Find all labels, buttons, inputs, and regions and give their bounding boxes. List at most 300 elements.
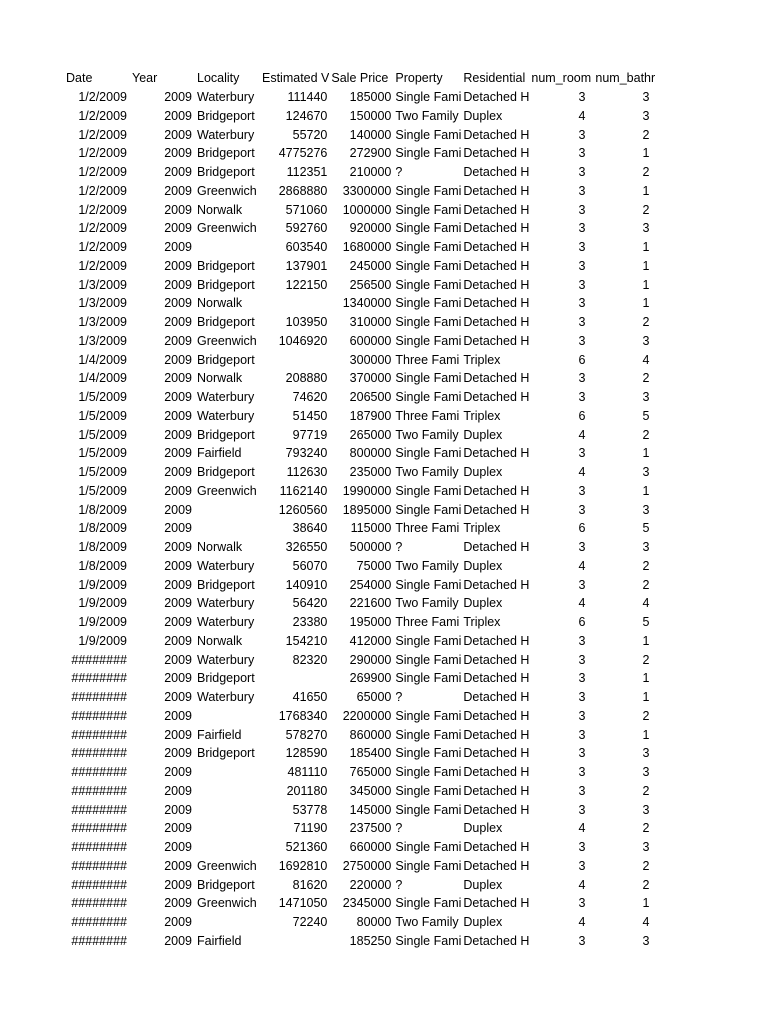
cell-num-rooms[interactable]: 4 xyxy=(578,427,586,442)
cell-num-bathrooms[interactable]: 2 xyxy=(642,577,650,592)
cell-year[interactable]: 2009 xyxy=(164,108,192,123)
cell-estimated-value[interactable]: 578270 xyxy=(285,727,328,742)
cell-num-bathrooms[interactable]: 2 xyxy=(642,202,650,217)
cell-locality[interactable]: Norwalk xyxy=(197,633,243,648)
cell-num-rooms[interactable]: 3 xyxy=(578,746,586,761)
cell-year[interactable]: 2009 xyxy=(164,633,192,648)
header-estimated-value[interactable]: Estimated V xyxy=(262,71,330,86)
cell-date[interactable]: 1/2/2009 xyxy=(78,165,127,180)
cell-locality[interactable]: Waterbury xyxy=(197,690,255,705)
cell-num-rooms[interactable]: 3 xyxy=(578,446,586,461)
cell-sale-price[interactable]: 254000 xyxy=(349,577,392,592)
cell-estimated-value[interactable]: 571060 xyxy=(285,202,328,217)
cell-estimated-value[interactable]: 603540 xyxy=(285,240,328,255)
header-residential[interactable]: Residential xyxy=(463,71,526,86)
cell-num-bathrooms[interactable]: 5 xyxy=(642,521,650,536)
cell-residential[interactable]: Detached H xyxy=(463,183,530,198)
cell-num-rooms[interactable]: 3 xyxy=(578,783,586,798)
cell-sale-price[interactable]: 185250 xyxy=(349,933,392,948)
cell-num-bathrooms[interactable]: 2 xyxy=(642,858,650,873)
cell-property[interactable]: Single Fami xyxy=(395,390,462,405)
cell-sale-price[interactable]: 310000 xyxy=(349,315,392,330)
cell-sale-price[interactable]: 660000 xyxy=(349,840,392,855)
cell-estimated-value[interactable]: 1692810 xyxy=(278,858,328,873)
cell-date[interactable]: 1/2/2009 xyxy=(78,127,127,142)
cell-locality[interactable]: Greenwich xyxy=(197,483,257,498)
cell-date[interactable]: 1/9/2009 xyxy=(78,577,127,592)
cell-num-bathrooms[interactable]: 5 xyxy=(642,615,650,630)
cell-estimated-value[interactable]: 97719 xyxy=(292,427,328,442)
cell-residential[interactable]: Detached H xyxy=(463,315,530,330)
cell-date[interactable]: ######## xyxy=(71,708,127,723)
cell-estimated-value[interactable]: 112630 xyxy=(286,465,328,480)
cell-year[interactable]: 2009 xyxy=(164,427,192,442)
cell-num-bathrooms[interactable]: 3 xyxy=(642,221,650,236)
cell-residential[interactable]: Detached H xyxy=(463,652,530,667)
cell-property[interactable]: Single Fami xyxy=(395,296,462,311)
cell-num-rooms[interactable]: 4 xyxy=(578,821,586,836)
cell-num-rooms[interactable]: 3 xyxy=(578,390,586,405)
cell-property[interactable]: ? xyxy=(395,690,403,705)
cell-sale-price[interactable]: 65000 xyxy=(356,690,392,705)
cell-num-rooms[interactable]: 3 xyxy=(578,90,586,105)
cell-date[interactable]: 1/5/2009 xyxy=(78,446,127,461)
cell-sale-price[interactable]: 860000 xyxy=(349,727,392,742)
cell-residential[interactable]: Triplex xyxy=(463,521,501,536)
cell-property[interactable]: Single Fami xyxy=(395,127,462,142)
cell-num-bathrooms[interactable]: 1 xyxy=(642,183,650,198)
cell-property[interactable]: Single Fami xyxy=(395,202,462,217)
cell-num-rooms[interactable]: 6 xyxy=(578,615,586,630)
cell-sale-price[interactable]: 765000 xyxy=(349,765,392,780)
cell-property[interactable]: Single Fami xyxy=(395,858,462,873)
cell-locality[interactable]: Bridgeport xyxy=(197,577,255,592)
cell-residential[interactable]: Detached H xyxy=(463,483,530,498)
cell-sale-price[interactable]: 800000 xyxy=(349,446,392,461)
cell-date[interactable]: 1/2/2009 xyxy=(78,183,127,198)
cell-year[interactable]: 2009 xyxy=(164,802,192,817)
cell-locality[interactable]: Bridgeport xyxy=(197,352,255,367)
cell-date[interactable]: 1/5/2009 xyxy=(78,390,127,405)
cell-year[interactable]: 2009 xyxy=(164,390,192,405)
cell-num-rooms[interactable]: 4 xyxy=(578,108,586,123)
cell-residential[interactable]: Duplex xyxy=(463,915,503,930)
cell-sale-price[interactable]: 345000 xyxy=(349,783,392,798)
cell-date[interactable]: 1/2/2009 xyxy=(78,221,127,236)
cell-num-rooms[interactable]: 3 xyxy=(578,165,586,180)
cell-num-rooms[interactable]: 3 xyxy=(578,765,586,780)
cell-year[interactable]: 2009 xyxy=(164,277,192,292)
cell-year[interactable]: 2009 xyxy=(164,90,192,105)
cell-residential[interactable]: Triplex xyxy=(463,352,501,367)
cell-estimated-value[interactable]: 53778 xyxy=(292,802,328,817)
cell-sale-price[interactable]: 3300000 xyxy=(342,183,392,198)
cell-num-bathrooms[interactable]: 1 xyxy=(642,258,650,273)
cell-year[interactable]: 2009 xyxy=(164,202,192,217)
cell-property[interactable]: Single Fami xyxy=(395,221,462,236)
cell-num-rooms[interactable]: 4 xyxy=(578,915,586,930)
cell-num-bathrooms[interactable]: 2 xyxy=(642,708,650,723)
cell-residential[interactable]: Duplex xyxy=(463,465,503,480)
cell-property[interactable]: Single Fami xyxy=(395,727,462,742)
cell-num-rooms[interactable]: 3 xyxy=(578,315,586,330)
cell-year[interactable]: 2009 xyxy=(164,615,192,630)
cell-year[interactable]: 2009 xyxy=(164,483,192,498)
cell-estimated-value[interactable]: 72240 xyxy=(292,915,328,930)
cell-estimated-value[interactable]: 56070 xyxy=(292,558,328,573)
cell-residential[interactable]: Detached H xyxy=(463,840,530,855)
cell-locality[interactable]: Greenwich xyxy=(197,896,257,911)
cell-locality[interactable]: Waterbury xyxy=(197,127,255,142)
cell-year[interactable]: 2009 xyxy=(164,558,192,573)
cell-residential[interactable]: Detached H xyxy=(463,446,530,461)
cell-sale-price[interactable]: 145000 xyxy=(349,802,392,817)
cell-residential[interactable]: Detached H xyxy=(463,240,530,255)
cell-date[interactable]: 1/9/2009 xyxy=(78,615,127,630)
cell-num-bathrooms[interactable]: 1 xyxy=(642,240,650,255)
cell-num-bathrooms[interactable]: 2 xyxy=(642,558,650,573)
cell-property[interactable]: Single Fami xyxy=(395,90,462,105)
cell-sale-price[interactable]: 600000 xyxy=(349,333,392,348)
cell-num-rooms[interactable]: 4 xyxy=(578,596,586,611)
cell-estimated-value[interactable]: 793240 xyxy=(285,446,328,461)
cell-year[interactable]: 2009 xyxy=(164,258,192,273)
cell-estimated-value[interactable]: 1162140 xyxy=(279,483,328,498)
cell-locality[interactable] xyxy=(195,819,260,838)
cell-num-bathrooms[interactable]: 2 xyxy=(642,783,650,798)
cell-locality[interactable]: Bridgeport xyxy=(197,108,255,123)
cell-property[interactable]: Single Fami xyxy=(395,183,462,198)
cell-num-rooms[interactable]: 6 xyxy=(578,521,586,536)
cell-estimated-value[interactable]: 81620 xyxy=(292,877,328,892)
cell-year[interactable]: 2009 xyxy=(164,896,192,911)
cell-property[interactable]: Single Fami xyxy=(395,483,462,498)
cell-locality[interactable]: Waterbury xyxy=(197,558,255,573)
cell-date[interactable]: ######## xyxy=(71,858,127,873)
cell-date[interactable]: 1/5/2009 xyxy=(78,408,127,423)
cell-property[interactable]: Single Fami xyxy=(395,258,462,273)
cell-locality[interactable] xyxy=(195,500,260,519)
cell-sale-price[interactable]: 272900 xyxy=(349,146,392,161)
cell-sale-price[interactable]: 1340000 xyxy=(342,296,392,311)
cell-estimated-value[interactable]: 112351 xyxy=(286,165,328,180)
cell-residential[interactable]: Triplex xyxy=(463,408,501,423)
cell-locality[interactable] xyxy=(195,782,260,801)
cell-property[interactable]: Two Family xyxy=(395,108,459,123)
cell-property[interactable]: Single Fami xyxy=(395,577,462,592)
cell-num-bathrooms[interactable]: 3 xyxy=(642,90,650,105)
cell-locality[interactable] xyxy=(195,707,260,726)
cell-sale-price[interactable]: 290000 xyxy=(349,652,392,667)
cell-estimated-value[interactable]: 23380 xyxy=(292,615,328,630)
cell-num-rooms[interactable]: 3 xyxy=(578,633,586,648)
cell-num-rooms[interactable]: 3 xyxy=(578,333,586,348)
cell-year[interactable]: 2009 xyxy=(164,840,192,855)
cell-residential[interactable]: Detached H xyxy=(463,127,530,142)
cell-property[interactable]: Single Fami xyxy=(395,783,462,798)
cell-year[interactable]: 2009 xyxy=(164,502,192,517)
header-num-bathrooms[interactable]: num_bathr xyxy=(595,71,656,86)
cell-date[interactable]: ######## xyxy=(71,783,127,798)
cell-sale-price[interactable]: 1000000 xyxy=(342,202,392,217)
cell-num-bathrooms[interactable]: 1 xyxy=(642,671,650,686)
cell-date[interactable]: 1/8/2009 xyxy=(78,540,127,555)
cell-sale-price[interactable]: 412000 xyxy=(349,633,392,648)
cell-residential[interactable]: Triplex xyxy=(463,615,501,630)
cell-year[interactable]: 2009 xyxy=(164,183,192,198)
cell-date[interactable]: 1/4/2009 xyxy=(78,352,127,367)
cell-locality[interactable]: Norwalk xyxy=(197,540,243,555)
cell-num-bathrooms[interactable]: 2 xyxy=(642,165,650,180)
cell-date[interactable]: ######## xyxy=(71,727,127,742)
cell-property[interactable]: Single Fami xyxy=(395,315,462,330)
cell-locality[interactable]: Bridgeport xyxy=(197,146,255,161)
cell-num-bathrooms[interactable]: 1 xyxy=(642,446,650,461)
cell-residential[interactable]: Detached H xyxy=(463,202,530,217)
cell-date[interactable]: 1/3/2009 xyxy=(78,333,127,348)
cell-residential[interactable]: Detached H xyxy=(463,258,530,273)
cell-sale-price[interactable]: 269900 xyxy=(349,671,392,686)
cell-year[interactable]: 2009 xyxy=(164,540,192,555)
cell-sale-price[interactable]: 2200000 xyxy=(342,708,392,723)
cell-sale-price[interactable]: 300000 xyxy=(349,352,392,367)
cell-num-rooms[interactable]: 3 xyxy=(578,221,586,236)
cell-num-bathrooms[interactable]: 2 xyxy=(642,127,650,142)
cell-num-rooms[interactable]: 3 xyxy=(578,840,586,855)
cell-sale-price[interactable]: 75000 xyxy=(356,558,392,573)
cell-num-bathrooms[interactable]: 4 xyxy=(642,915,650,930)
cell-residential[interactable]: Detached H xyxy=(463,577,530,592)
cell-locality[interactable]: Bridgeport xyxy=(197,746,255,761)
cell-year[interactable]: 2009 xyxy=(164,746,192,761)
cell-year[interactable]: 2009 xyxy=(164,165,192,180)
cell-property[interactable]: ? xyxy=(395,821,403,836)
cell-residential[interactable]: Detached H xyxy=(463,671,530,686)
cell-locality[interactable]: Norwalk xyxy=(197,371,243,386)
cell-num-rooms[interactable]: 4 xyxy=(578,558,586,573)
cell-date[interactable]: 1/8/2009 xyxy=(78,502,127,517)
cell-date[interactable]: 1/2/2009 xyxy=(78,90,127,105)
cell-sale-price[interactable]: 245000 xyxy=(349,258,392,273)
cell-num-bathrooms[interactable]: 1 xyxy=(642,690,650,705)
cell-property[interactable]: Three Fami xyxy=(395,615,460,630)
cell-num-bathrooms[interactable]: 2 xyxy=(642,427,650,442)
cell-residential[interactable]: Detached H xyxy=(463,165,530,180)
cell-residential[interactable]: Duplex xyxy=(463,427,503,442)
cell-num-rooms[interactable]: 3 xyxy=(578,277,586,292)
cell-residential[interactable]: Detached H xyxy=(463,783,530,798)
cell-date[interactable]: 1/9/2009 xyxy=(78,596,127,611)
cell-date[interactable]: 1/3/2009 xyxy=(78,277,127,292)
cell-property[interactable]: Three Fami xyxy=(395,352,460,367)
cell-locality[interactable]: Waterbury xyxy=(197,596,255,611)
cell-property[interactable]: Single Fami xyxy=(395,765,462,780)
cell-sale-price[interactable]: 1990000 xyxy=(342,483,392,498)
cell-num-rooms[interactable]: 3 xyxy=(578,183,586,198)
cell-locality[interactable]: Fairfield xyxy=(197,933,242,948)
cell-num-rooms[interactable]: 3 xyxy=(578,858,586,873)
cell-estimated-value[interactable]: 128590 xyxy=(285,746,328,761)
cell-num-rooms[interactable]: 4 xyxy=(578,877,586,892)
cell-property[interactable]: Single Fami xyxy=(395,240,462,255)
cell-estimated-value[interactable]: 51450 xyxy=(292,408,328,423)
cell-num-bathrooms[interactable]: 3 xyxy=(642,765,650,780)
cell-num-rooms[interactable]: 6 xyxy=(578,408,586,423)
cell-date[interactable]: 1/3/2009 xyxy=(78,296,127,311)
cell-year[interactable]: 2009 xyxy=(164,596,192,611)
cell-date[interactable]: ######## xyxy=(71,877,127,892)
cell-locality[interactable]: Waterbury xyxy=(197,615,255,630)
cell-estimated-value[interactable]: 137901 xyxy=(285,258,328,273)
cell-num-rooms[interactable]: 3 xyxy=(578,202,586,217)
cell-residential[interactable]: Detached H xyxy=(463,146,530,161)
cell-property[interactable]: Single Fami xyxy=(395,633,462,648)
cell-date[interactable]: 1/8/2009 xyxy=(78,521,127,536)
cell-estimated-value[interactable]: 208880 xyxy=(285,371,328,386)
cell-num-rooms[interactable]: 3 xyxy=(578,146,586,161)
cell-year[interactable]: 2009 xyxy=(164,727,192,742)
cell-locality[interactable] xyxy=(195,838,260,857)
cell-residential[interactable]: Detached H xyxy=(463,371,530,386)
cell-residential[interactable]: Detached H xyxy=(463,727,530,742)
cell-year[interactable]: 2009 xyxy=(164,577,192,592)
cell-year[interactable]: 2009 xyxy=(164,765,192,780)
cell-num-bathrooms[interactable]: 1 xyxy=(642,146,650,161)
cell-sale-price[interactable]: 237500 xyxy=(349,821,392,836)
cell-locality[interactable]: Greenwich xyxy=(197,221,257,236)
cell-num-bathrooms[interactable]: 3 xyxy=(642,540,650,555)
cell-residential[interactable]: Duplex xyxy=(463,596,503,611)
cell-locality[interactable]: Bridgeport xyxy=(197,258,255,273)
cell-property[interactable]: Two Family xyxy=(395,427,459,442)
cell-num-rooms[interactable]: 3 xyxy=(578,708,586,723)
cell-date[interactable]: ######## xyxy=(71,840,127,855)
cell-year[interactable]: 2009 xyxy=(164,652,192,667)
cell-date[interactable]: ######## xyxy=(71,933,127,948)
cell-estimated-value[interactable]: 82320 xyxy=(292,652,328,667)
cell-residential[interactable]: Detached H xyxy=(463,746,530,761)
cell-date[interactable]: 1/2/2009 xyxy=(78,108,127,123)
cell-date[interactable]: ######## xyxy=(71,765,127,780)
cell-estimated-value[interactable]: 1768340 xyxy=(278,708,328,723)
cell-num-bathrooms[interactable]: 1 xyxy=(642,633,650,648)
cell-residential[interactable]: Detached H xyxy=(463,221,530,236)
cell-locality[interactable]: Norwalk xyxy=(197,296,243,311)
cell-estimated-value[interactable]: 74620 xyxy=(292,390,328,405)
cell-num-rooms[interactable]: 3 xyxy=(578,577,586,592)
cell-num-rooms[interactable]: 3 xyxy=(578,240,586,255)
cell-property[interactable]: Three Fami xyxy=(395,521,460,536)
cell-property[interactable]: Single Fami xyxy=(395,502,462,517)
cell-sale-price[interactable]: 221600 xyxy=(349,596,392,611)
cell-year[interactable]: 2009 xyxy=(164,690,192,705)
cell-sale-price[interactable]: 2750000 xyxy=(342,858,392,873)
cell-date[interactable]: 1/5/2009 xyxy=(78,465,127,480)
cell-sale-price[interactable]: 235000 xyxy=(349,465,392,480)
cell-year[interactable]: 2009 xyxy=(164,858,192,873)
cell-sale-price[interactable]: 220000 xyxy=(349,877,392,892)
cell-date[interactable]: ######## xyxy=(71,690,127,705)
cell-year[interactable]: 2009 xyxy=(164,221,192,236)
cell-sale-price[interactable]: 210000 xyxy=(349,165,392,180)
cell-estimated-value[interactable]: 71190 xyxy=(293,821,328,836)
cell-property[interactable]: Single Fami xyxy=(395,671,462,686)
cell-date[interactable]: ######## xyxy=(71,802,127,817)
cell-estimated-value[interactable] xyxy=(260,294,329,313)
cell-locality[interactable]: Bridgeport xyxy=(197,165,255,180)
cell-sale-price[interactable]: 185000 xyxy=(349,90,392,105)
cell-locality[interactable]: Fairfield xyxy=(197,446,242,461)
header-date[interactable]: Date xyxy=(66,71,93,86)
cell-residential[interactable]: Detached H xyxy=(463,933,530,948)
cell-year[interactable]: 2009 xyxy=(164,933,192,948)
cell-property[interactable]: Single Fami xyxy=(395,840,462,855)
cell-property[interactable]: Single Fami xyxy=(395,708,462,723)
cell-date[interactable]: ######## xyxy=(71,896,127,911)
cell-estimated-value[interactable]: 481110 xyxy=(287,765,328,780)
header-locality[interactable]: Locality xyxy=(197,71,240,86)
cell-locality[interactable]: Waterbury xyxy=(197,390,255,405)
cell-num-bathrooms[interactable]: 1 xyxy=(642,896,650,911)
cell-locality[interactable]: Greenwich xyxy=(197,858,257,873)
cell-estimated-value[interactable] xyxy=(260,350,329,369)
cell-date[interactable]: 1/3/2009 xyxy=(78,315,127,330)
cell-num-bathrooms[interactable]: 2 xyxy=(642,371,650,386)
cell-date[interactable]: 1/2/2009 xyxy=(78,240,127,255)
cell-estimated-value[interactable]: 122150 xyxy=(285,277,328,292)
cell-num-bathrooms[interactable]: 2 xyxy=(642,877,650,892)
cell-year[interactable]: 2009 xyxy=(164,240,192,255)
cell-date[interactable]: ######## xyxy=(71,671,127,686)
cell-estimated-value[interactable]: 4775276 xyxy=(278,146,328,161)
cell-num-bathrooms[interactable]: 4 xyxy=(642,596,650,611)
cell-residential[interactable]: Detached H xyxy=(463,296,530,311)
cell-sale-price[interactable]: 195000 xyxy=(349,615,392,630)
cell-year[interactable]: 2009 xyxy=(164,821,192,836)
cell-property[interactable]: Single Fami xyxy=(395,746,462,761)
cell-estimated-value[interactable]: 140910 xyxy=(285,577,328,592)
cell-num-bathrooms[interactable]: 3 xyxy=(642,502,650,517)
cell-sale-price[interactable]: 1680000 xyxy=(342,240,392,255)
cell-num-bathrooms[interactable]: 2 xyxy=(642,652,650,667)
cell-year[interactable]: 2009 xyxy=(164,352,192,367)
cell-residential[interactable]: Detached H xyxy=(463,765,530,780)
cell-estimated-value[interactable]: 326550 xyxy=(285,540,328,555)
cell-num-rooms[interactable]: 3 xyxy=(578,802,586,817)
cell-year[interactable]: 2009 xyxy=(164,315,192,330)
cell-num-rooms[interactable]: 3 xyxy=(578,483,586,498)
cell-sale-price[interactable]: 140000 xyxy=(349,127,392,142)
cell-property[interactable]: Two Family xyxy=(395,915,459,930)
cell-property[interactable]: Two Family xyxy=(395,558,459,573)
cell-residential[interactable]: Detached H xyxy=(463,540,530,555)
cell-num-bathrooms[interactable]: 1 xyxy=(642,727,650,742)
cell-locality[interactable] xyxy=(195,238,260,257)
cell-property[interactable]: Single Fami xyxy=(395,446,462,461)
cell-year[interactable]: 2009 xyxy=(164,877,192,892)
cell-property[interactable]: Three Fami xyxy=(395,408,460,423)
cell-property[interactable]: ? xyxy=(395,165,403,180)
cell-estimated-value[interactable]: 38640 xyxy=(292,521,328,536)
cell-property[interactable]: ? xyxy=(395,540,403,555)
cell-sale-price[interactable]: 370000 xyxy=(349,371,392,386)
cell-num-bathrooms[interactable]: 3 xyxy=(642,802,650,817)
cell-date[interactable]: ######## xyxy=(71,821,127,836)
cell-year[interactable]: 2009 xyxy=(164,296,192,311)
cell-year[interactable]: 2009 xyxy=(164,127,192,142)
cell-num-bathrooms[interactable]: 2 xyxy=(642,315,650,330)
cell-year[interactable]: 2009 xyxy=(164,708,192,723)
